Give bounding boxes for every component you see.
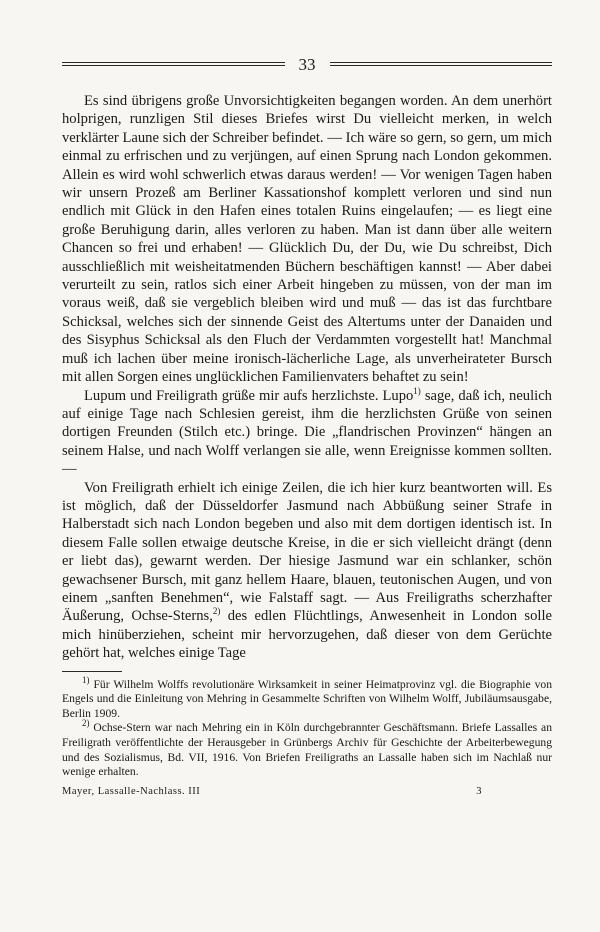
footnote-2-marker: 2) [82,718,90,729]
main-text [62,92,552,663]
footnote-1-marker: 1) [82,674,90,685]
header-rule-right [330,62,553,66]
footnote-1 [62,674,552,722]
footer-sheet-number: 3 [476,785,482,797]
footnote-ref-2[interactable]: 2) [212,606,221,617]
paragraph-2-after: sage, daß ich, neulich auf einige Tage nach Schlesien gereist, ihm die herzlichsten Grüße von seinen dortigen Freunden (Stilch etc.) bringe. Die „flandrischen Provinzen“ hängen an seinem Halse, und nach Wolff verlangen sie alle, wenn Ereignisse kommen sollten. — [62,387,552,478]
header-rule-left [62,62,285,66]
running-header [62,50,552,78]
paragraph-3-after: des edlen Flüchtlings, Anwesenheit in London solle mich hinüberziehen, scheint mir hervorzugehen, daß dieser von dem Gerüchte gehört hat, welches einige Tage [62,608,552,662]
footnote-2-text: Ochse-Stern war nach Mehring ein in Köln durchgebrannter Geschäftsmann. Briefe Lassalles an Freiligrath veröffentlichte der Herausgeber in Grünbergs Archiv für Geschichte der Arbeiterbewegung und des Sozialismus, Bd. VII, 1916. Von Briefen Freiligraths an Lassalle haben sich im Nachlaß nur wenige erhalten. [62,721,552,779]
paragraph-1: Es sind übrigens große Unvorsichtigkeiten begangen worden. An dem unerhört holprigen, runzligen Stil dieses Briefes wirst Du vielleicht merken, in welch verklärter Laune sich der Schreiber befindet. — Ich wäre so gern, so gern, um mich einmal zu erfrischen und zu verjüngen, auf einen Sprung nach London gekommen. Allein es wird wohl schwerlich etwas daraus werden! — Vor wenigen Tagen haben wir unsern Prozeß am Berliner Kassationshof komplett verloren und sind nun endlich mit Glück in den Hafen eines totalen Ruins eingelaufen; — es liegt eine große Beruhigung darin, alles verloren zu haben. Man ist dann über alle weitern Chancen so frei und erhaben! — Glücklich Du, der Du, wie Du schreibst, Dich ausschließlich mit weisheitatmenden Büchern beschäftigen kannst! — Aber dabei verurteilt zu sein, ratlos sich einer Arbeit hingeben zu müssen, von der man im voraus weiß, daß sie vergeblich bleiben wird und muß — das ist das furchtbare Schicksal, welches sich der sinnende Geist des Altertums unter der Danaiden und des Sisyphus Schicksal als den Fluch der Verdammten vorgestellt hat! Manchmal muß ich lachen über meine ironisch-lächerliche Lage, als unverheirateter Bursch mit allen Sorgen eines unglücklichen Familienvaters behaftet zu sein! [62,93,552,386]
page-footer [62,786,552,797]
footnote-2 [62,718,552,779]
footnote-ref-1[interactable]: 1) [413,385,421,396]
footnotes [62,674,552,780]
page-number: 33 [298,54,316,74]
footnote-separator [62,671,122,672]
footer-signature: Mayer, Lassalle-Nachlass. III [62,785,201,797]
footnote-1-text: Für Wilhelm Wolffs revolutionäre Wirksamkeit in seiner Heimatprovinz vgl. die Biographie von Engels und die Einleitung von Mehring in Gesammelte Schriften von Wilhelm Wolff, Jubiläumsausgabe, Berlin 1909. [62,677,552,720]
paragraph-2 [62,387,552,479]
paragraph-3 [62,479,552,663]
paragraph-3-text: Von Freiligrath erhielt ich einige Zeilen, die ich hier kurz beantworten will. Es ist möglich, daß der Düsseldorfer Jasmund nach Abbüßung seiner Strafe in Halberstadt sich nach London begeben und also mit dem dortigen identisch ist. In diesem Falle sollen etwaige deutsche Kreise, in die er sich vielleicht drängt (denn er liebt das), gewarnt werden. Der hiesige Jasmund war ein schlanker, schön gewachsener Bursch, mit ganz hellem Haare, blauen, teutonischen Augen, und von einem „sanften Benehmen“, wie Falstaff sagt. — Aus Freiligraths scherzhafter Äußerung, Ochse-Sterns, [62,479,552,625]
paragraph-2-before: Lupum und Freiligrath grüße mir aufs herzlichste. Lupo [84,387,414,404]
